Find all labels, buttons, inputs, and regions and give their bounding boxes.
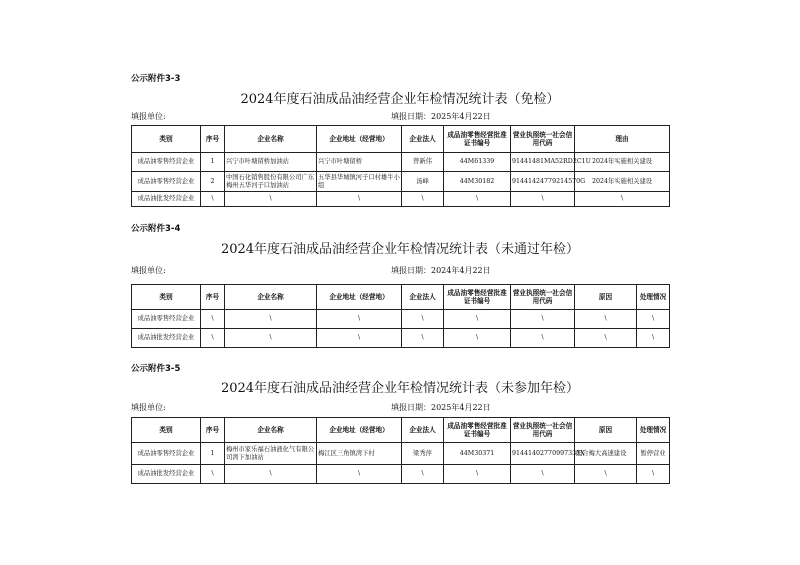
cell-category: 成品油零售经营企业 xyxy=(132,172,201,192)
header-credit-code: 营业执照统一社会信用代码 xyxy=(511,285,575,310)
cell-seq: 1 xyxy=(201,443,225,465)
header-address: 企业地址（经营地） xyxy=(317,418,402,443)
table-row xyxy=(132,192,670,207)
cell-reason: \ xyxy=(575,329,637,348)
cell-address: 五华县华城镇河子口村雄牛小组 xyxy=(317,172,402,192)
fill-unit-label: 填报单位: xyxy=(131,112,166,121)
header-seq: 序号 xyxy=(201,126,225,153)
header-handling: 处理情况 xyxy=(637,285,670,310)
cell-seq: \ xyxy=(201,310,225,329)
cell-category: 成品油零售经营企业 xyxy=(132,153,201,172)
cell-address: \ xyxy=(317,192,402,207)
table-title-3-3: 2024年度石油成品油经营企业年检情况统计表（免检） xyxy=(240,92,560,107)
header-company: 企业名称 xyxy=(225,418,317,443)
table-row xyxy=(132,153,670,172)
fill-unit-label: 填报单位: xyxy=(131,403,166,412)
cell-credit-code: 91441424779214570G xyxy=(511,172,575,192)
fill-date-label: 填报日期：2025年4月22日 xyxy=(391,112,491,121)
cell-reason: \ xyxy=(575,192,670,207)
cell-credit-code: 91441402770997337X xyxy=(511,443,575,465)
cell-company: \ xyxy=(225,310,317,329)
header-company: 企业名称 xyxy=(225,126,317,153)
table-title-3-4: 2024年度石油成品油经营企业年检情况统计表（未通过年检） xyxy=(220,242,580,257)
cell-address: \ xyxy=(317,329,402,348)
cell-company: \ xyxy=(225,465,317,484)
cell-license-no: \ xyxy=(444,310,511,329)
appendix-label-3-4: 公示附件3-4 xyxy=(131,224,181,234)
table-row xyxy=(132,172,670,192)
header-address: 企业地址（经营地） xyxy=(317,126,402,153)
cell-legal-person: \ xyxy=(402,310,444,329)
cell-seq: 2 xyxy=(201,172,225,192)
stats-table-3-3 xyxy=(131,125,670,207)
cell-license-no: \ xyxy=(444,465,511,484)
cell-credit-code: \ xyxy=(511,310,575,329)
cell-legal-person: \ xyxy=(402,192,444,207)
fill-unit-label: 填报单位: xyxy=(131,266,166,275)
header-credit-code: 营业执照统一社会信用代码 xyxy=(511,418,575,443)
cell-reason: \ xyxy=(575,465,637,484)
cell-credit-code: \ xyxy=(511,329,575,348)
cell-handling: 暂停营业 xyxy=(637,443,670,465)
cell-category: 成品油零售经营企业 xyxy=(132,443,201,465)
header-license-no: 成品油零售经营批准证书编号 xyxy=(444,126,511,153)
header-handling: 处理情况 xyxy=(637,418,670,443)
header-license-no: 成品油零售经营批准证书编号 xyxy=(444,418,511,443)
header-seq: 序号 xyxy=(201,418,225,443)
cell-company: 梅州市家乐福石油液化气有限公司湾下加油站 xyxy=(225,443,317,465)
stats-table-3-4 xyxy=(131,284,670,348)
cell-seq: 1 xyxy=(201,153,225,172)
header-category: 类别 xyxy=(132,126,201,153)
cell-legal-person: \ xyxy=(402,465,444,484)
cell-license-no: \ xyxy=(444,329,511,348)
cell-handling: \ xyxy=(637,329,670,348)
cell-license-no: 44M30371 xyxy=(444,443,511,465)
header-reason: 原因 xyxy=(575,418,637,443)
cell-legal-person: \ xyxy=(402,329,444,348)
cell-reason: 2024年实施相关建设 xyxy=(575,153,670,172)
cell-category: 成品油批发经营企业 xyxy=(132,192,201,207)
fill-date-label: 填报日期：2024年4月22日 xyxy=(391,266,491,275)
cell-legal-person: 曾新伟 xyxy=(402,153,444,172)
cell-handling: \ xyxy=(637,310,670,329)
header-seq: 序号 xyxy=(201,285,225,310)
table-row xyxy=(132,443,670,465)
cell-category: 成品油零售经营企业 xyxy=(132,310,201,329)
cell-company: \ xyxy=(225,329,317,348)
header-license-no: 成品油零售经营批准证书编号 xyxy=(444,285,511,310)
header-credit-code: 营业执照统一社会信用代码 xyxy=(511,126,575,153)
header-address: 企业地址（经营地） xyxy=(317,285,402,310)
header-reason: 理由 xyxy=(575,126,670,153)
cell-company: 中国石化销售股份有限公司广东梅州五华河子口加油站 xyxy=(225,172,317,192)
table-row xyxy=(132,465,670,484)
cell-license-no: 44M61339 xyxy=(444,153,511,172)
cell-category: 成品油批发经营企业 xyxy=(132,329,201,348)
stats-table-3-5 xyxy=(131,417,670,484)
table-row xyxy=(132,310,670,329)
cell-category: 成品油批发经营企业 xyxy=(132,465,201,484)
cell-reason: 配合梅大高速建设 xyxy=(575,443,637,465)
cell-credit-code: \ xyxy=(511,192,575,207)
cell-license-no: \ xyxy=(444,192,511,207)
cell-company: 兴宁市叶塘留桥加油站 xyxy=(225,153,317,172)
header-legal-person: 企业法人 xyxy=(402,285,444,310)
cell-credit-code: 91441481MA52RD2C1U xyxy=(511,153,575,172)
cell-address: 兴宁市叶塘留桥 xyxy=(317,153,402,172)
header-legal-person: 企业法人 xyxy=(402,126,444,153)
cell-license-no: 44M30182 xyxy=(444,172,511,192)
cell-seq: \ xyxy=(201,192,225,207)
header-company: 企业名称 xyxy=(225,285,317,310)
cell-seq: \ xyxy=(201,465,225,484)
table-title-3-5: 2024年度石油成品油经营企业年检情况统计表（未参加年检） xyxy=(220,381,580,396)
cell-legal-person: 汤峰 xyxy=(402,172,444,192)
header-category: 类别 xyxy=(132,418,201,443)
cell-legal-person: 梁秀萍 xyxy=(402,443,444,465)
cell-credit-code: \ xyxy=(511,465,575,484)
cell-address: 梅江区三角镇湾下村 xyxy=(317,443,402,465)
cell-handling: \ xyxy=(637,465,670,484)
header-category: 类别 xyxy=(132,285,201,310)
appendix-label-3-5: 公示附件3-5 xyxy=(131,364,181,374)
header-reason: 原因 xyxy=(575,285,637,310)
table-row xyxy=(132,329,670,348)
cell-company: \ xyxy=(225,192,317,207)
fill-date-label: 填报日期：2025年4月22日 xyxy=(391,403,491,412)
cell-reason: 2024年实施相关建设 xyxy=(575,172,670,192)
cell-reason: \ xyxy=(575,310,637,329)
cell-seq: \ xyxy=(201,329,225,348)
appendix-label-3-3: 公示附件3-3 xyxy=(131,74,181,84)
cell-address: \ xyxy=(317,310,402,329)
cell-address: \ xyxy=(317,465,402,484)
header-legal-person: 企业法人 xyxy=(402,418,444,443)
